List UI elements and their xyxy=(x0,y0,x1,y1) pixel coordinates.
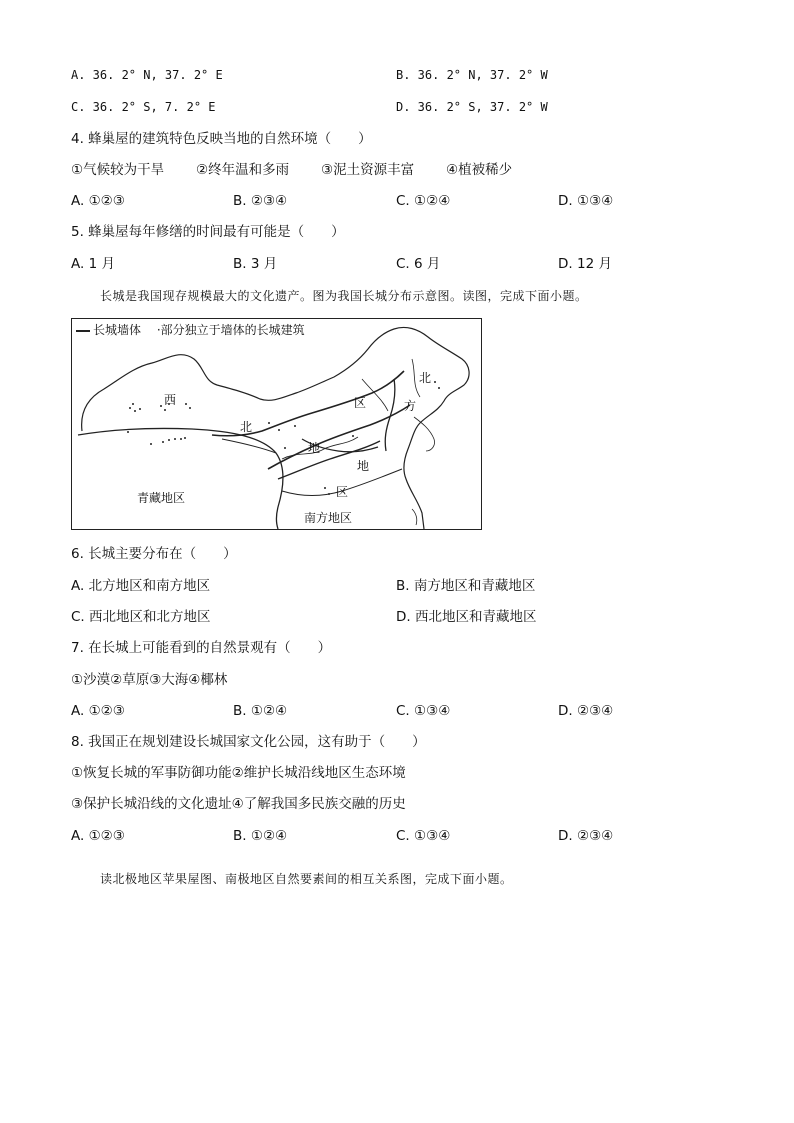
q5-option-c: C. 6 月 xyxy=(396,256,441,272)
q4-item-4: ④植被稀少 xyxy=(446,162,513,178)
wall-building-dot xyxy=(268,422,270,424)
wall-building-dot xyxy=(352,435,354,437)
wall-building-dot xyxy=(185,403,187,405)
label-di-northwest: 地 xyxy=(308,441,321,455)
label-qu-north: 区 xyxy=(336,485,349,499)
q5-stem: 5. 蜂巢屋每年修缮的时间最有可能是（ ） xyxy=(71,224,345,240)
label-qingzang-region: 青藏地区 xyxy=(137,491,186,505)
qingzang-boundary xyxy=(78,428,283,529)
map-drawing xyxy=(72,319,481,529)
wall-building-dot xyxy=(324,487,326,489)
q6-option-d: D. 西北地区和青藏地区 xyxy=(396,609,537,625)
q8-option-d: D. ②③④ xyxy=(558,828,614,844)
q8-items-line-2: ③保护长城沿线的文化遗址④了解我国多民族交融的历史 xyxy=(71,796,406,812)
wall-building-dot xyxy=(139,408,141,410)
q5-option-b: B. 3 月 xyxy=(233,256,278,272)
q4-item-2: ②终年温和多雨 xyxy=(196,162,290,178)
q6-stem: 6. 长城主要分布在（ ） xyxy=(71,546,237,562)
label-qu-northwest: 区 xyxy=(354,396,367,410)
q3-option-d: D. 36. 2° S, 37. 2° W xyxy=(396,100,548,114)
wall-legend-line xyxy=(76,330,90,332)
label-fang-north: 方 xyxy=(404,399,417,413)
peninsula xyxy=(414,417,435,451)
q8-option-a: A. ①②③ xyxy=(71,828,125,844)
wall-building-dot xyxy=(180,438,182,440)
label-di-north: 地 xyxy=(357,459,370,473)
q3-option-c: C. 36. 2° S, 7. 2° E xyxy=(71,100,216,114)
label-south-region: 南方地区 xyxy=(304,511,353,525)
q3-option-b: B. 36. 2° N, 37. 2° W xyxy=(396,68,548,82)
wall-building-dot xyxy=(134,410,136,412)
wall-building-dot xyxy=(284,447,286,449)
q5-option-d: D. 12 月 xyxy=(558,256,612,272)
wall-building-dot xyxy=(162,441,164,443)
wall-building-dot xyxy=(278,429,280,431)
wall-building-dot xyxy=(189,407,191,409)
great-wall-line-2 xyxy=(268,405,410,469)
great-wall-map xyxy=(71,318,482,530)
q8-option-c: C. ①③④ xyxy=(396,828,451,844)
q6-option-c: C. 西北地区和北方地区 xyxy=(71,609,211,625)
wall-building-dot xyxy=(184,437,186,439)
map-legend xyxy=(76,323,305,337)
q7-option-b: B. ①②④ xyxy=(233,703,288,719)
wall-building-dot xyxy=(174,438,176,440)
q7-option-c: C. ①③④ xyxy=(396,703,451,719)
wall-building-dot xyxy=(438,387,440,389)
wall-building-dot xyxy=(160,405,162,407)
q6-option-b: B. 南方地区和青藏地区 xyxy=(396,578,536,594)
q8-option-b: B. ①②④ xyxy=(233,828,288,844)
wall-building-dot xyxy=(328,493,330,495)
q7-option-a: A. ①②③ xyxy=(71,703,125,719)
q4-item-3: ③泥土资源丰富 xyxy=(321,162,415,178)
q4-stem: 4. 蜂巢屋的建筑特色反映当地的自然环境（ ） xyxy=(71,131,372,147)
q4-option-c: C. ①②④ xyxy=(396,193,451,209)
wall-building-dot xyxy=(294,425,296,427)
wall-building-dot xyxy=(127,431,129,433)
great-wall-intro: 长城是我国现存规模最大的文化遗产。图为我国长城分布示意图。读图，完成下面小题。 xyxy=(100,289,588,303)
q4-option-a: A. ①②③ xyxy=(71,193,125,209)
coast-detail xyxy=(412,509,417,525)
label-bei-northwest: 北 xyxy=(240,420,253,434)
wall-building-dot xyxy=(129,407,131,409)
wall-building-dot xyxy=(434,381,436,383)
label-xi: 西 xyxy=(164,393,177,407)
q8-items-line-1: ①恢复长城的军事防御功能②维护长城沿线地区生态环境 xyxy=(71,765,406,781)
q5-option-a: A. 1 月 xyxy=(71,256,115,272)
q4-option-b: B. ②③④ xyxy=(233,193,288,209)
q8-stem: 8. 我国正在规划建设长城国家文化公园，这有助于（ ） xyxy=(71,734,426,750)
q4-option-d: D. ①③④ xyxy=(558,193,614,209)
q7-option-d: D. ②③④ xyxy=(558,703,614,719)
wall-building-dot xyxy=(168,439,170,441)
q7-stem: 7. 在长城上可能看到的自然景观有（ ） xyxy=(71,640,332,656)
wall-building-dot xyxy=(132,403,134,405)
q4-item-1: ①气候较为干旱 xyxy=(71,162,165,178)
q7-items: ①沙漠②草原③大海④椰林 xyxy=(71,672,228,688)
legend-building-label: ·部分独立于墙体的长城建筑 xyxy=(156,323,305,337)
legend-wall-label: 长城墙体 xyxy=(93,323,142,337)
label-bei-north: 北 xyxy=(419,371,432,385)
q3-option-a: A. 36. 2° N, 37. 2° E xyxy=(71,68,223,82)
wall-building-dot xyxy=(150,443,152,445)
q6-option-a: A. 北方地区和南方地区 xyxy=(71,578,211,594)
wall-building-dot xyxy=(164,409,166,411)
polar-intro: 读北极地区苹果屋图、南极地区自然要素间的相互关系图，完成下面小题。 xyxy=(100,872,513,886)
